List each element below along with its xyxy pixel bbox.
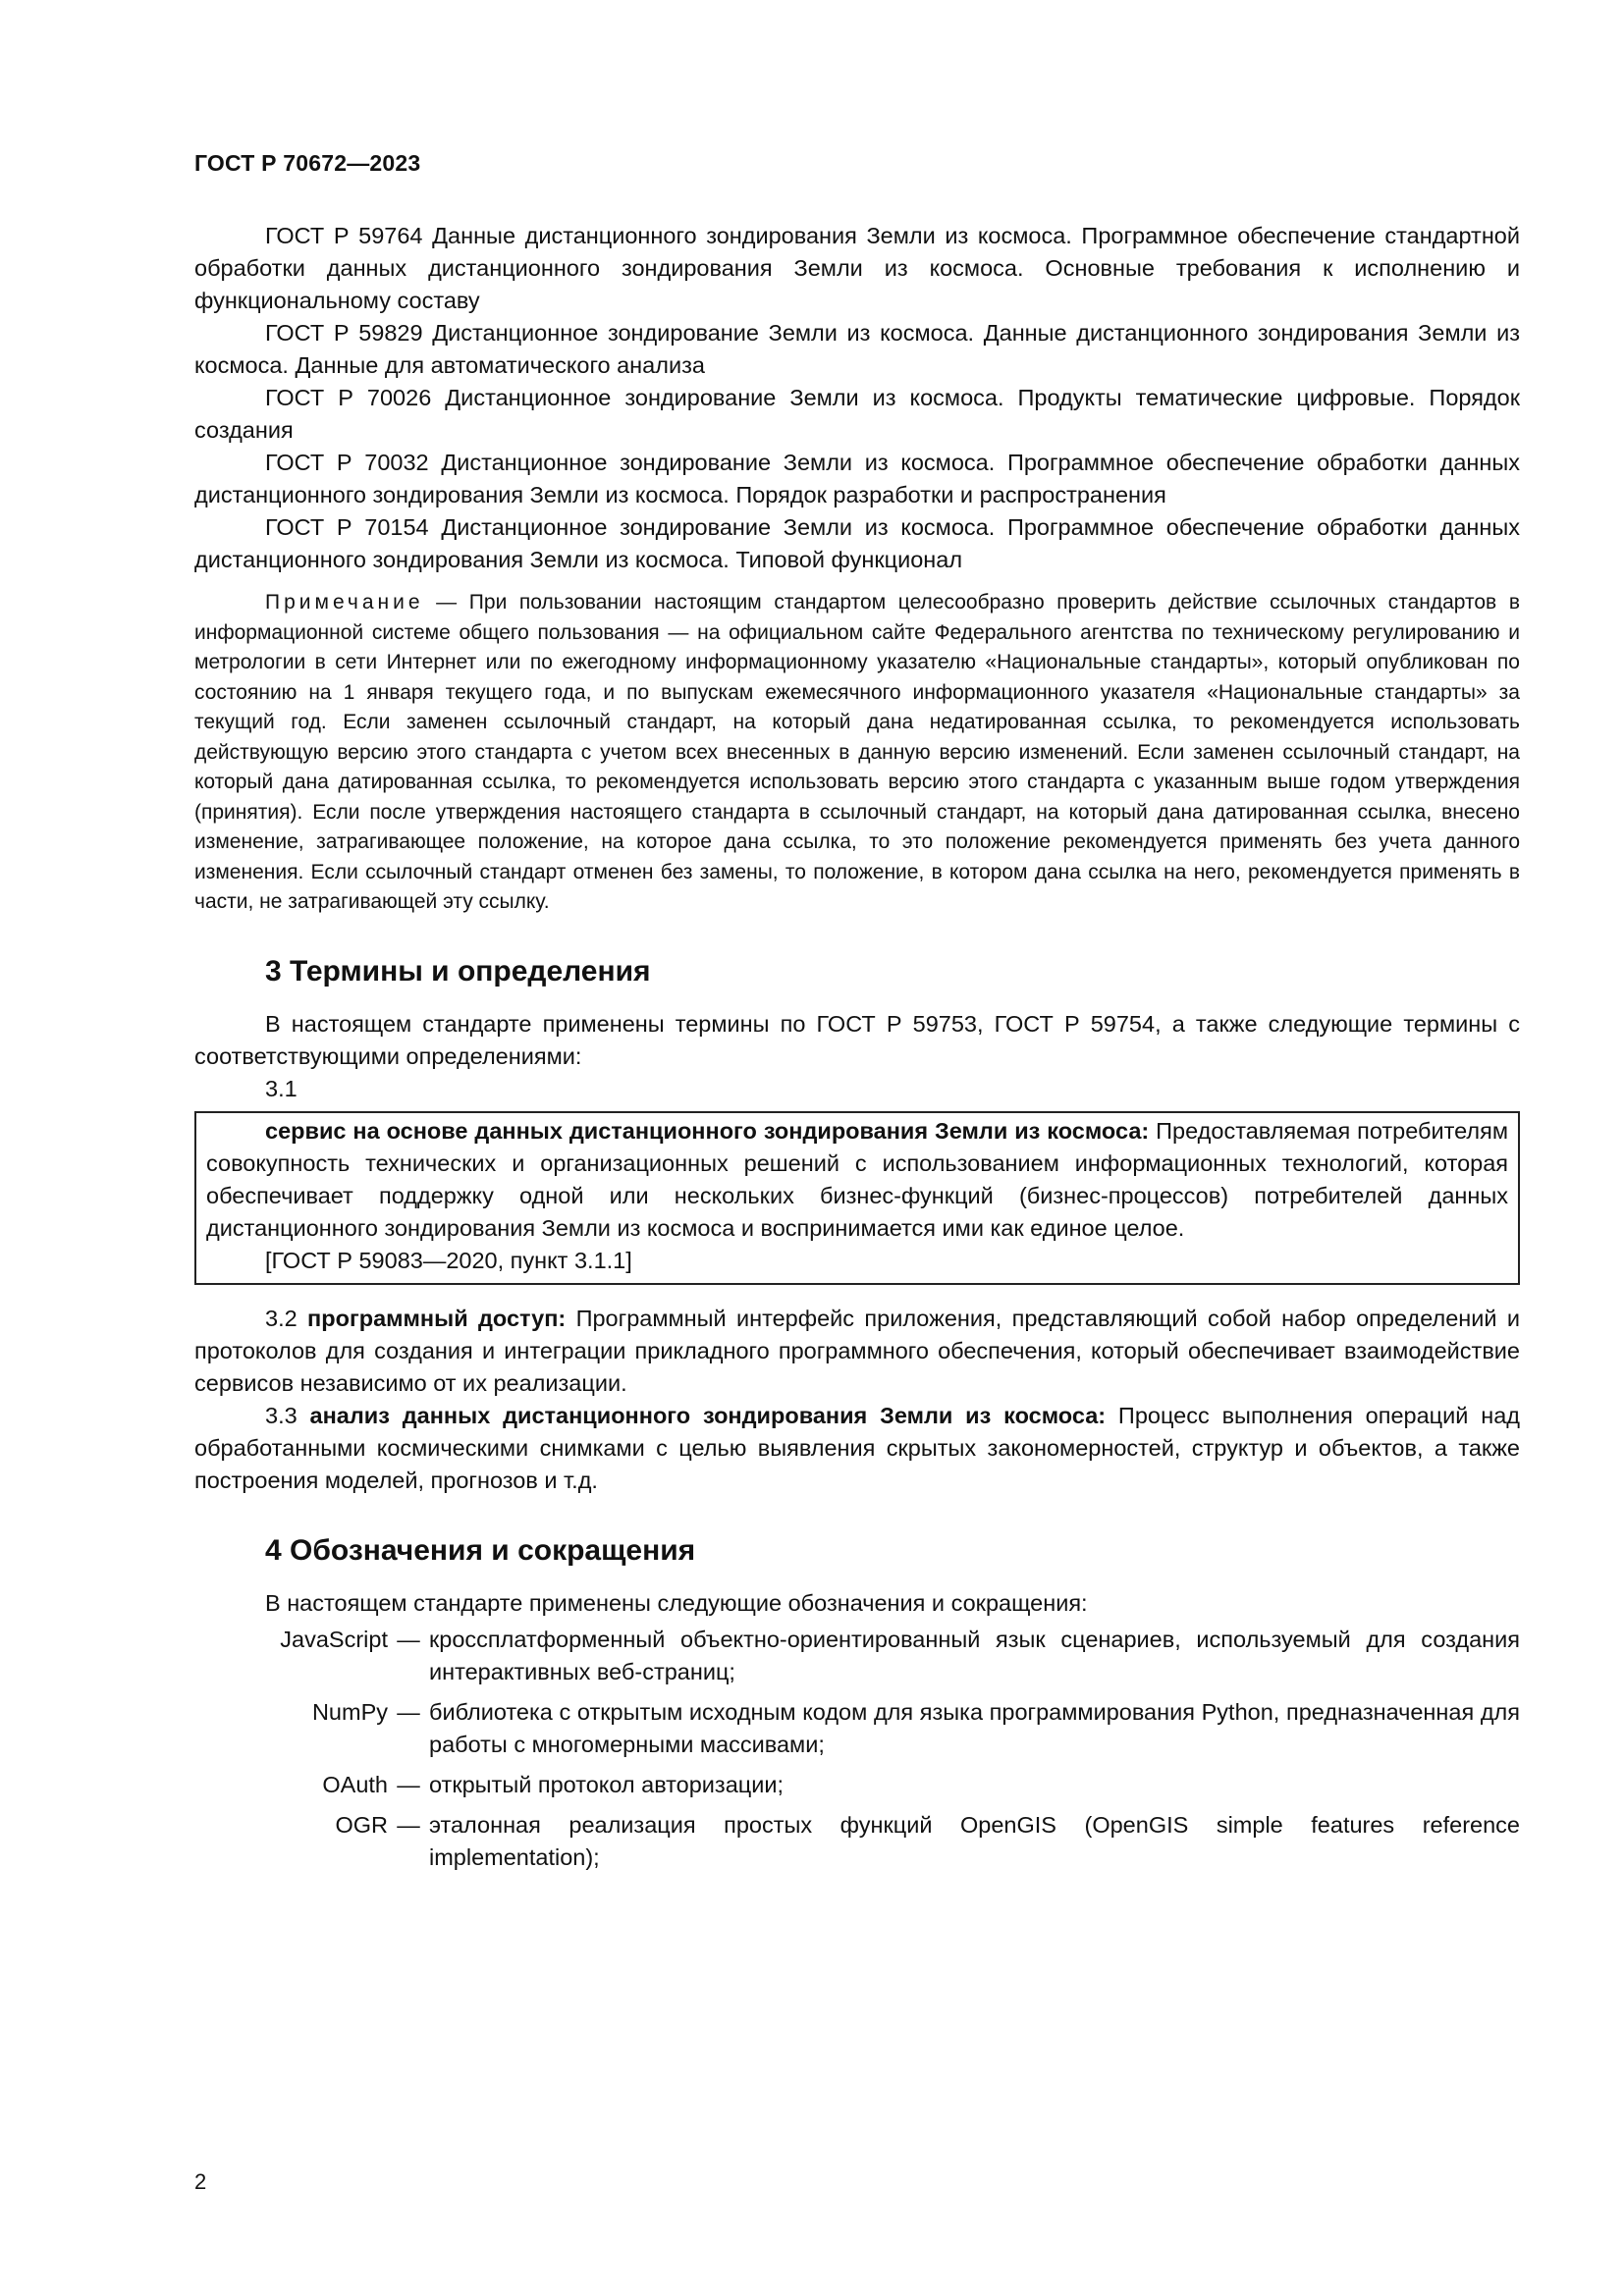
abbreviation-list (194, 1624, 1520, 1874)
abbreviation-term: NumPy (311, 1698, 388, 1725)
term-3-3-term: анализ данных дистанционного зондирования Земли из космоса: (309, 1402, 1107, 1428)
abbreviation-dash: — (397, 1771, 420, 1797)
abbreviation-item (194, 1769, 1520, 1801)
section-4-intro: В настоящем стандарте применены следующие обозначения и сокращения: (265, 1589, 1088, 1616)
reference-item: ГОСТ Р 59829 Дистанционное зондирование Земли из космоса. Данные дистанционного зондирования Земли из космоса. Данные для автоматического анализа (194, 320, 1520, 378)
reference-item: ГОСТ Р 59764 Данные дистанционного зондирования Земли из космоса. Программное обеспечение стандартной обработки данных дистанционного зондирования Земли из космоса. Основные требования к исполнению и функциональному составу (194, 223, 1520, 313)
term-3-2-definition: Программный интерфейс приложения, представляющий собой набор определений и протоколов для создания и интеграции прикладного программного обеспечения, который обеспечивает взаимодействие сервисов независимо от их реализации. (194, 1305, 1521, 1396)
page-number: 2 (194, 2169, 207, 2194)
abbreviation-term: OGR (335, 1811, 388, 1838)
abbreviation-definition: кроссплатформенный объектно-ориентированный язык сценариев, используемый для создания интерактивных веб-страниц; (429, 1626, 1520, 1684)
section-3-heading: 3 Термины и определения (265, 954, 651, 988)
abbreviation-dash: — (397, 1698, 420, 1725)
term-3-2-number: 3.2 (265, 1305, 308, 1331)
section-3-intro: В настоящем стандарте применены термины по ГОСТ Р 59753, ГОСТ Р 59754, а также следующие термины с соответствующими определениями: (194, 1010, 1520, 1069)
term-3-3-number: 3.3 (265, 1402, 310, 1428)
abbreviation-item (194, 1624, 1520, 1688)
term-3-1-body (206, 1115, 1508, 1245)
term-3-1-source: [ГОСТ Р 59083—2020, пункт 3.1.1] (265, 1247, 632, 1273)
abbreviation-item (194, 1696, 1520, 1761)
note-paragraph (194, 588, 1520, 918)
abbreviation-term: OAuth (322, 1771, 388, 1797)
abbreviation-item (194, 1809, 1520, 1874)
term-3-1-term: сервис на основе данных дистанционного зондирования Земли из космоса: (265, 1117, 1150, 1144)
term-3-3 (194, 1400, 1520, 1497)
document-header: ГОСТ Р 70672—2023 (194, 150, 421, 176)
term-3-2-term: программный доступ: (307, 1305, 567, 1331)
abbreviation-definition: библиотека с открытым исходным кодом для языка программирования Python, предназначенная для работы с многомерными массивами; (429, 1698, 1520, 1757)
abbreviation-definition: эталонная реализация простых функций OpenGIS (OpenGIS simple features reference implementation); (429, 1811, 1520, 1870)
abbreviation-term: JavaScript (280, 1626, 388, 1652)
term-3-3-definition: Процесс выполнения операций над обработанными космическими снимками с целью выявления скрытых закономерностей, структур и объектов, а также построения моделей, прогнозов и т.д. (194, 1402, 1520, 1493)
reference-item: ГОСТ Р 70026 Дистанционное зондирование Земли из космоса. Продукты тематические цифровые. Порядок создания (194, 385, 1520, 443)
term-3-1-number: 3.1 (265, 1075, 298, 1101)
abbreviation-definition: открытый протокол авторизации; (429, 1771, 785, 1797)
page-content (194, 220, 1520, 1882)
abbreviation-dash: — (397, 1811, 420, 1838)
term-3-2 (194, 1303, 1520, 1400)
note-text: — При пользовании настоящим стандартом целесообразно проверить действие ссылочных стандартов в информационной системе общего пользования — на официальном сайте Федерального агентства по техническому регулированию и метрологии в сети Интернет или по ежегодному информационному указателю «Национальные стандарты», который опубликован по состоянию на 1 января текущего года, и по выпускам ежемесячного информационного указателя «Национальные стандарты» за текущий год. Если заменен ссылочный стандарт, на который дана недатированная ссылка, то рекомендуется использовать действующую версию этого стандарта с учетом всех внесенных в данную версию изменений. Если заменен ссылочный стандарт, на который дана датированная ссылка, то рекомендуется использовать версию этого стандарта с указанным выше годом утверждения (принятия). Если после утверждения настоящего стандарта в ссылочный стандарт, на который дана датированная ссылка, внесено изменение, затрагивающее положение, на которое дана ссылка, то это положение рекомендуется применять без учета данного изменения. Если ссылочный стандарт отменен без замены, то положение, в котором дана ссылка на него, рекомендуется применять в части, не затрагивающей эту ссылку. (194, 591, 1520, 913)
note-label: Примечание (265, 591, 424, 614)
term-3-1-definition: Предоставляемая потребителям совокупность технических и организационных решений с использованием информационных технологий, которая обеспечивает поддержку одной или нескольких бизнес-функций (бизнес-процессов) потребителей данных дистанционного зондирования Земли из космоса и воспринимается ими как единое целое. (206, 1117, 1508, 1241)
section-4-heading: 4 Обозначения и сокращения (265, 1533, 696, 1567)
abbreviation-dash: — (397, 1626, 420, 1652)
reference-item: ГОСТ Р 70032 Дистанционное зондирование Земли из космоса. Программное обеспечение обработки данных дистанционного зондирования Земли из космоса. Порядок разработки и распространения (194, 450, 1520, 507)
reference-item: ГОСТ Р 70154 Дистанционное зондирование Земли из космоса. Программное обеспечение обработки данных дистанционного зондирования Земли из космоса. Типовой функционал (194, 514, 1520, 572)
term-3-1-box (194, 1111, 1520, 1285)
